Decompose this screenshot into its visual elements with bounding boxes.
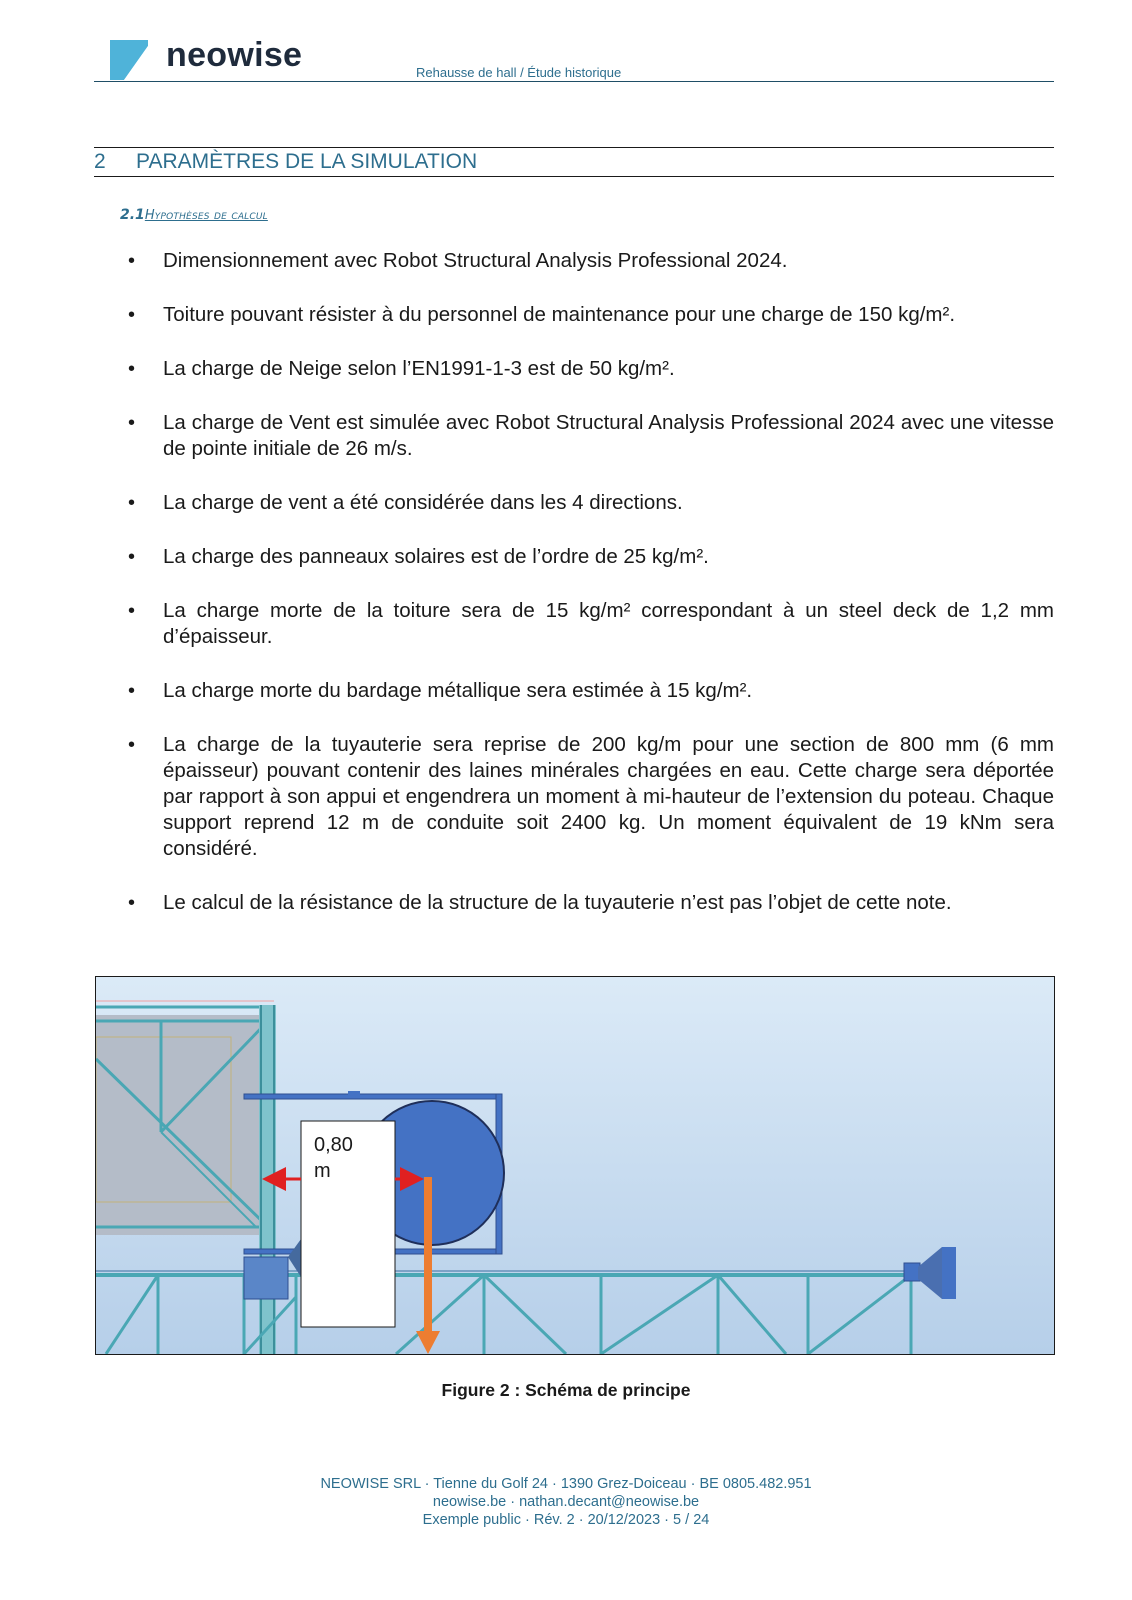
brand-name: neowise: [166, 36, 303, 74]
list-item: [124, 678, 1054, 704]
bullet-icon: •: [128, 600, 136, 622]
subsection-heading: [120, 204, 268, 223]
list-item: [124, 544, 1054, 570]
list-item: [124, 598, 1054, 650]
footer-contact-line: neowise.be · nathan.decant@neowise.be: [432, 1494, 700, 1510]
dimension-value: 0,80: [314, 1134, 353, 1156]
bullet-icon: •: [128, 892, 136, 914]
existing-wall: [96, 1001, 274, 1235]
neowise-logo-icon: [110, 40, 148, 80]
bullet-icon: •: [128, 250, 136, 272]
principle-diagram: [95, 976, 1055, 1355]
bullet-icon: •: [128, 546, 136, 568]
subsection-title: Hypothèses de calcul: [144, 208, 268, 223]
bullet-icon: •: [128, 304, 136, 326]
diagram-canvas: [96, 977, 1054, 1354]
list-item-text: La charge des panneaux solaires est de l’ordre de 25 kg/m².: [163, 545, 709, 568]
section-number: 2: [94, 150, 106, 173]
list-item: [124, 248, 1054, 274]
header-divider: [94, 81, 1054, 82]
list-item-text: Toiture pouvant résister à du personnel de maintenance pour une charge de 150 kg/m².: [163, 303, 956, 326]
list-item-text: La charge de la tuyauterie sera reprise de 200 kg/m pour une section de 800 mm (6 mm épaisseur) pouvant contenir des laines minérales chargées en eau. Cette charge sera déportée par rapport à son appui et engendrera un moment à mi-hauteur de l’extension du poteau. Chaque support reprend 12 m de conduite soit 2400 kg. Un moment équivalent de 19 kNm sera considéré.: [163, 733, 1054, 860]
header-reference: Rehausse de hall / Étude historique: [416, 65, 622, 80]
list-item-text: La charge de vent a été considérée dans les 4 directions.: [163, 491, 683, 514]
list-item-text: La charge de Vent est simulée avec Robot Structural Analysis Professional 2024 avec une vitesse de pointe initiale de 26 m/s.: [163, 411, 1054, 460]
list-item: [124, 490, 1054, 516]
hypotheses-list: [124, 248, 1054, 944]
bullet-icon: •: [128, 492, 136, 514]
list-item: [124, 302, 1054, 328]
list-item: [124, 356, 1054, 382]
bullet-icon: •: [128, 358, 136, 380]
list-item-text: Le calcul de la résistance de la structure de la tuyauterie n’est pas l’objet de cette note.: [163, 891, 952, 914]
list-item-text: La charge morte du bardage métallique sera estimée à 15 kg/m².: [163, 679, 753, 702]
section-title: PARAMÈTRES DE LA SIMULATION: [136, 150, 478, 173]
subsection-number: 2.1: [120, 207, 145, 223]
bullet-icon: •: [128, 734, 136, 756]
list-item-text: Dimensionnement avec Robot Structural Analysis Professional 2024.: [163, 249, 788, 272]
footer-revision-line: Exemple public · Rév. 2 · 20/12/2023 · 5 / 24: [422, 1512, 710, 1528]
bullet-icon: •: [128, 680, 136, 702]
dimension-unit: m: [314, 1160, 331, 1182]
list-item-text: La charge de Neige selon l’EN1991-1-3 est de 50 kg/m².: [163, 357, 675, 380]
section-bottom-rule: [94, 176, 1054, 177]
list-item: [124, 410, 1054, 462]
bullet-icon: •: [128, 412, 136, 434]
list-item: [124, 732, 1054, 862]
footer-company-line: NEOWISE SRL · Tienne du Golf 24 · 1390 Grez-Doiceau · BE 0805.482.951: [320, 1476, 812, 1492]
list-item: [124, 890, 1054, 916]
list-item-text: La charge morte de la toiture sera de 15 kg/m² correspondant à un steel deck de 1,2 mm d’épaisseur.: [163, 599, 1054, 648]
page-footer: [0, 1475, 1132, 1529]
section-top-rule: [94, 147, 1054, 148]
figure-caption: Figure 2 : Schéma de principe: [441, 1380, 691, 1400]
